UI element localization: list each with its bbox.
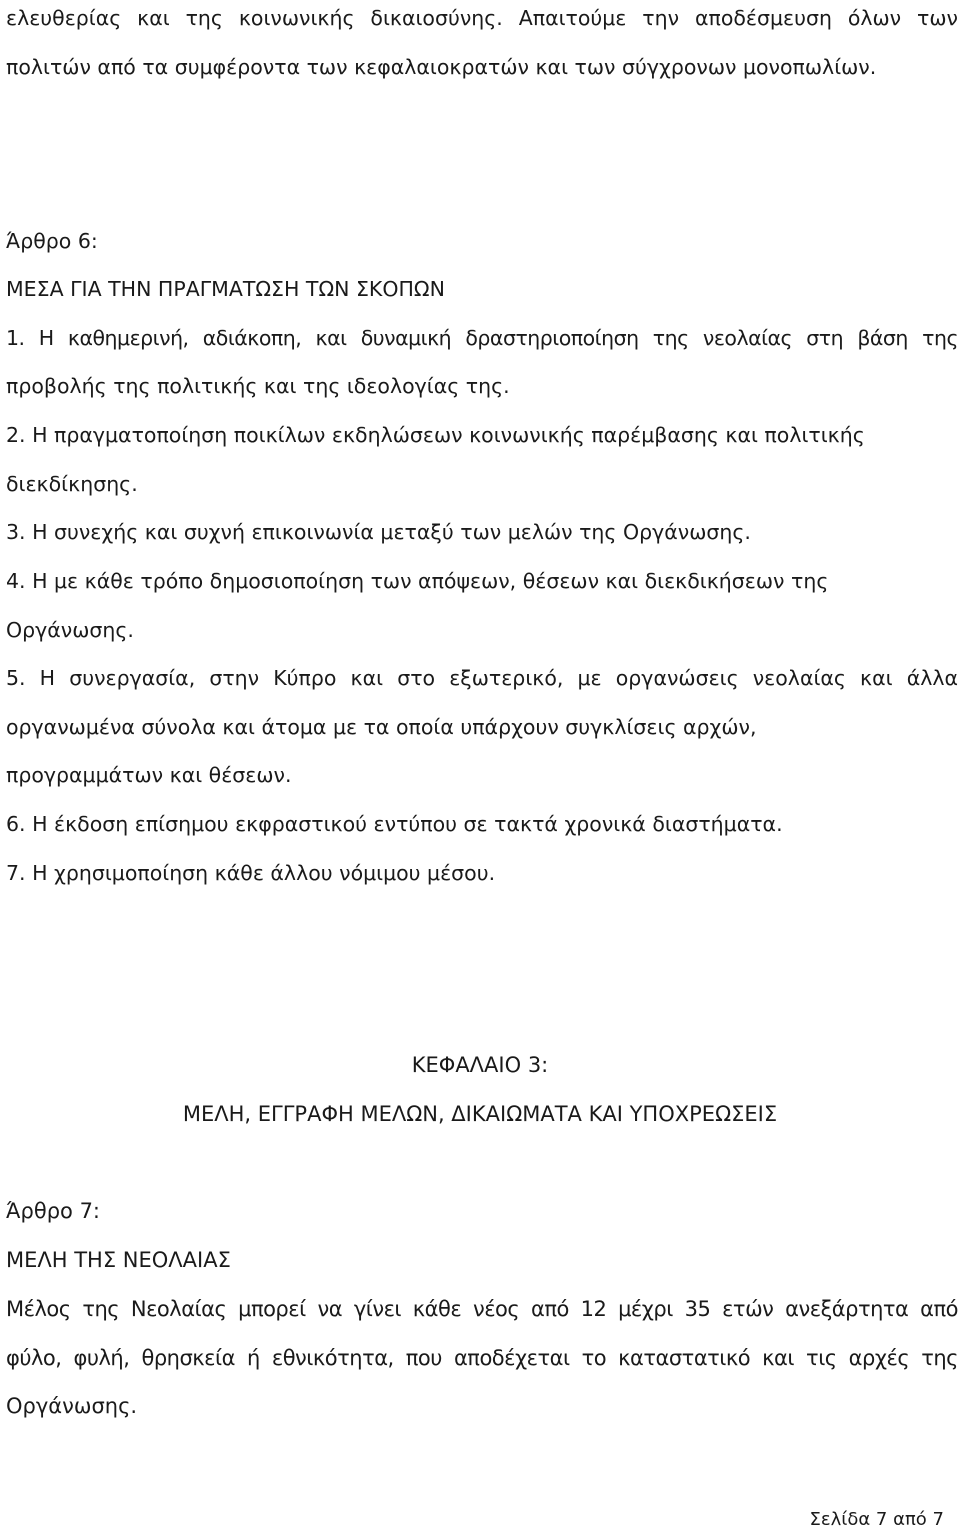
article-7-body-line-1: Μέλος της Νεολαίας μπορεί να γίνει κάθε νέος από 12 μέχρι 35 ετών ανεξάρτητα από (6, 1297, 958, 1321)
article-7-body-line-2: φύλο, φυλή, θρησκεία ή εθνικότητα, που αποδέχεται το καταστατικό και τις αρχές της (6, 1346, 958, 1370)
article-6-item-4-line-1: 4. Η με κάθε τρόπο δημοσιοποίηση των απόψεων, θέσεων και διεκδικήσεων της (6, 569, 829, 593)
article-7-body-line-3: Οργάνωσης. (6, 1394, 138, 1418)
article-7-heading: Άρθρο 7: (6, 1199, 101, 1223)
chapter-3-title: ΜΕΛΗ, ΕΓΓΡΑΦΗ ΜΕΛΩΝ, ΔΙΚΑΙΩΜΑΤΑ ΚΑΙ ΥΠΟΧΡΕΩΣΕΙΣ (182, 1102, 778, 1126)
article-6-item-1-line-1: 1. Η καθημερινή, αδιάκοπη, και δυναμική δραστηριοποίηση της νεολαίας στη βάση της (6, 326, 958, 350)
article-6-item-1-line-2: προβολής της πολιτικής και της ιδεολογίας της. (6, 374, 510, 398)
article-6-item-5-line-1: 5. Η συνεργασία, στην Κύπρο και στο εξωτερικό, με οργανώσεις νεολαίας και άλλα (6, 666, 958, 690)
chapter-3-label: ΚΕΦΑΛΑΙΟ 3: (411, 1053, 549, 1077)
article-6-item-2-line-1: 2. Η πραγματοποίηση ποικίλων εκδηλώσεων κοινωνικής παρέμβασης και πολιτικής (6, 423, 865, 447)
article-6-item-5-line-2: οργανωμένα σύνολα και άτομα με τα οποία υπάρχουν συγκλίσεις αρχών, (6, 715, 757, 739)
article-6-title: ΜΕΣΑ ΓΙΑ ΤΗΝ ΠΡΑΓΜΑΤΩΣΗ ΤΩΝ ΣΚΟΠΩΝ (6, 277, 445, 301)
article-6-item-3: 3. Η συνεχής και συχνή επικοινωνία μεταξύ των μελών της Οργάνωσης. (6, 520, 751, 544)
intro-line-2: πολιτών από τα συμφέροντα των κεφαλαιοκρατών και των σύγχρονων μονοπωλίων. (6, 55, 877, 79)
article-6-item-4-line-2: Οργάνωσης. (6, 618, 134, 642)
intro-line-1: ελευθερίας και της κοινωνικής δικαιοσύνης. Απαιτούμε την αποδέσμευση όλων των (6, 6, 958, 30)
article-6-item-5-line-3: προγραμμάτων και θέσεων. (6, 763, 292, 787)
page-number: Σελίδα 7 από 7 (809, 1509, 944, 1530)
article-6-heading: Άρθρο 6: (6, 229, 98, 253)
article-7-title: ΜΕΛΗ ΤΗΣ ΝΕΟΛΑΙΑΣ (6, 1248, 231, 1272)
article-6-item-2-line-2: διεκδίκησης. (6, 472, 138, 496)
article-6-item-7: 7. Η χρησιμοποίηση κάθε άλλου νόμιμου μέσου. (6, 861, 496, 885)
article-6-item-6: 6. Η έκδοση επίσημου εκφραστικού εντύπου σε τακτά χρονικά διαστήματα. (6, 812, 783, 836)
